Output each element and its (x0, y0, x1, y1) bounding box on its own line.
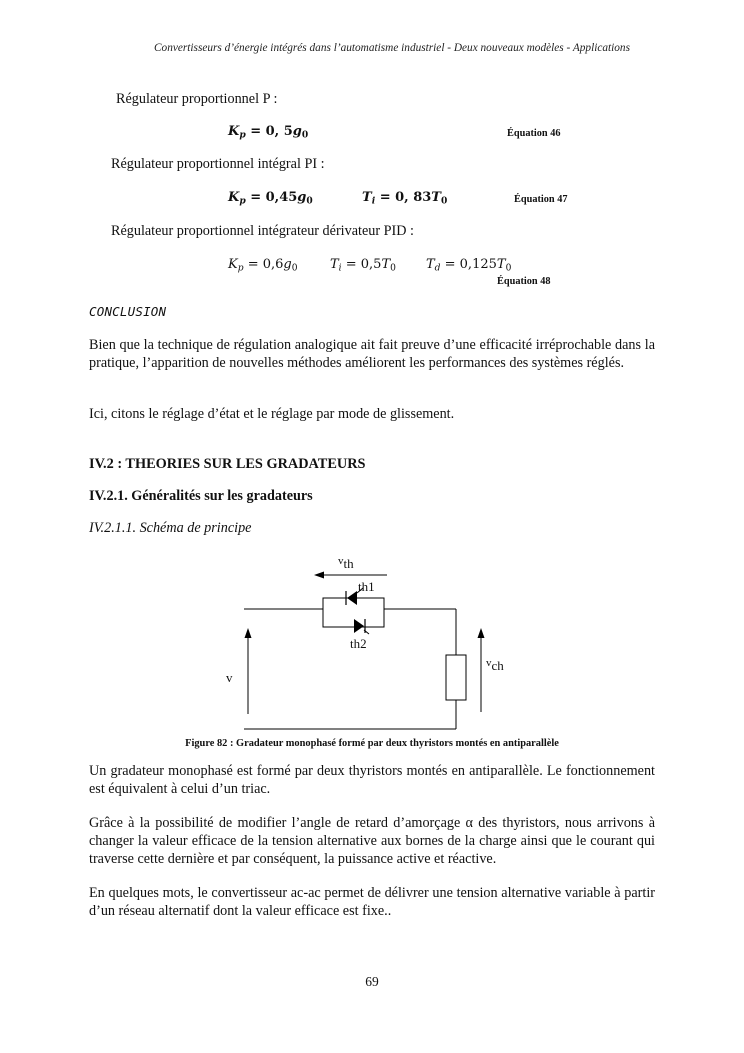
equation-48-ti: $T_i = 0,5T_0$ (330, 257, 396, 274)
conclusion-paragraph-1: Bien que la technique de régulation analogique ait fait preuve d’une efficacité irréprochable dans la pratique, l’apparition de nouvelles méthodes améliorent les performances des systèmes réglés. (89, 337, 655, 371)
equation-48-td: $T_d = 0,125T_0$ (426, 257, 512, 274)
body-paragraph-3: En quelques mots, le convertisseur ac-ac permet de délivrer une tension alternative variable à partir d’un réseau alternatif dont la valeur efficace est fixe.. (89, 885, 655, 919)
pid-regulator-label: Régulateur proportionnel intégrateur dérivateur PID : (111, 223, 414, 239)
body-paragraph-2: Grâce à la possibilité de modifier l’angle de retard d’amorçage α des thyristors, nous arrivons à changer la valeur efficace de la tension alternative aux bornes de la charge ainsi que le courant qui traverse cette dernière et par conséquent, la puissance active et réactive. (89, 815, 655, 867)
equation-47-kp: $K_p = 0,45g_0$ (228, 190, 313, 207)
figure-caption: Figure 82 : Gradateur monophasé formé par deux thyristors montés en antiparallèle (185, 738, 559, 749)
conclusion-title: CONCLUSION (89, 304, 167, 319)
subsubsection-title: IV.2.1.1. Schéma de principe (89, 520, 252, 536)
v-label: v (226, 670, 233, 685)
v-arrowhead (245, 628, 252, 638)
running-header: Convertisseurs d’énergie intégrés dans l’automatisme industriel - Deux nouveaux modèles - Applications (154, 42, 630, 54)
pi-regulator-label: Régulateur proportionnel intégral PI : (111, 156, 325, 172)
equation-47-label: Équation 47 (514, 194, 568, 205)
load-resistor (446, 655, 466, 700)
subsection-title: IV.2.1. Généralités sur les gradateurs (89, 488, 313, 504)
conclusion-paragraph-2: Ici, citons le réglage d’état et le réglage par mode de glissement. (89, 406, 455, 422)
equation-48-kp: $K_p = 0,6g_0$ (228, 257, 298, 274)
th1-label: th1 (358, 579, 375, 594)
th2-label: th2 (350, 636, 367, 651)
vth-label: vth (338, 555, 354, 571)
vch-arrowhead (478, 628, 485, 638)
equation-47-ti: $T_i = 0$, $83T_0$ (362, 190, 448, 207)
section-title: IV.2 : THEORIES SUR LES GRADATEURS (89, 456, 366, 472)
equation-46: $K_p = 0$, $5g_0$ (228, 124, 309, 141)
thyristor-th2-symbol (354, 619, 364, 633)
vch-label: vch (486, 657, 504, 673)
p-regulator-label: Régulateur proportionnel P : (116, 91, 278, 107)
vth-arrowhead (314, 572, 324, 579)
equation-48-label: Équation 48 (497, 276, 551, 287)
thyristor-th1-symbol (347, 591, 357, 605)
body-paragraph-1: Un gradateur monophasé est formé par deux thyristors montés en antiparallèle. Le fonctionnement est équivalent à celui d’un triac. (89, 763, 655, 797)
equation-46-label: Équation 46 (507, 128, 561, 139)
page-number: 69 (365, 974, 379, 989)
